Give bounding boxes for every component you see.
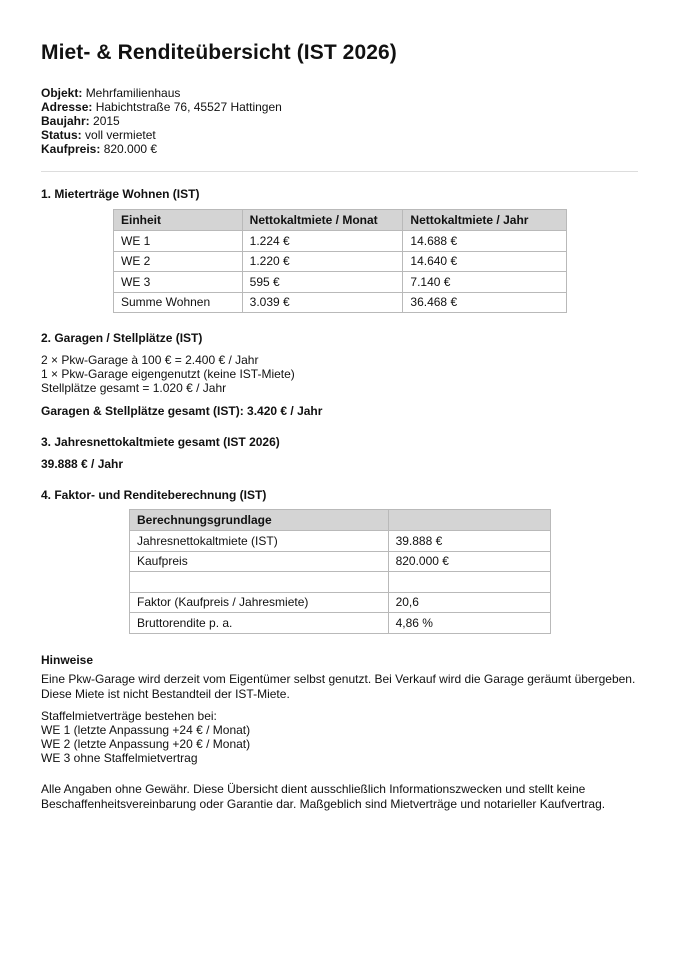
cell-unit: WE 1 (114, 231, 243, 252)
table-row (130, 551, 551, 572)
garage-total: Garagen & Stellplätze gesamt (IST): 3.420 € / Jahr (41, 404, 323, 418)
cell-label: Kaufpreis (130, 551, 389, 572)
section1-heading: 1. Mieterträge Wohnen (IST) (41, 187, 200, 201)
column-header: Einheit (114, 210, 243, 231)
column-header: Nettokaltmiete / Monat (242, 210, 403, 231)
staffel-line: WE 2 (letzte Anpassung +20 € / Monat) (41, 737, 251, 751)
meta-value: 820.000 € (103, 142, 158, 156)
cell-value: 39.888 € (388, 531, 550, 552)
meta-value: Mehrfamilienhaus (85, 86, 181, 100)
table-row (130, 592, 551, 613)
meta-year-built (41, 114, 282, 128)
column-header (388, 510, 550, 531)
garage-line: 2 × Pkw-Garage à 100 € = 2.400 € / Jahr (41, 353, 259, 367)
meta-object (41, 86, 282, 100)
meta-label: Kaufpreis: (41, 142, 101, 156)
staffel-line: WE 1 (letzte Anpassung +24 € / Monat) (41, 723, 251, 737)
table-row (114, 231, 567, 252)
cell-label: Jahresnettokaltmiete (IST) (130, 531, 389, 552)
meta-value: Habichtstraße 76, 45527 Hattingen (95, 100, 282, 114)
table-header-row (130, 510, 551, 531)
table-row-total (114, 292, 567, 313)
meta-label: Adresse: (41, 100, 93, 114)
cell-value (388, 572, 550, 593)
cell-value: 20,6 (388, 592, 550, 613)
yield-calculation-table (129, 509, 551, 634)
meta-status (41, 128, 282, 142)
page-title: Miet- & Renditeübersicht (IST 2026) (41, 41, 397, 64)
divider (41, 171, 638, 172)
column-header: Nettokaltmiete / Jahr (403, 210, 567, 231)
section4-heading: 4. Faktor- und Renditeberechnung (IST) (41, 488, 267, 502)
notes-heading: Hinweise (41, 653, 94, 667)
staffel-line: WE 3 ohne Staffelmietvertrag (41, 751, 198, 765)
table-row (130, 531, 551, 552)
cell-monthly: 3.039 € (242, 292, 403, 313)
meta-value: 2015 (93, 114, 120, 128)
meta-value: voll vermietet (85, 128, 156, 142)
table-row (130, 613, 551, 634)
meta-label: Status: (41, 128, 82, 142)
table-row-empty (130, 572, 551, 593)
garage-lines (41, 353, 295, 395)
cell-unit: WE 2 (114, 251, 243, 272)
annual-rent-total: 39.888 € / Jahr (41, 457, 124, 471)
cell-unit: WE 3 (114, 272, 243, 293)
meta-label: Baujahr: (41, 114, 90, 128)
disclaimer-paragraph: Alle Angaben ohne Gewähr. Diese Übersicht dient ausschließlich Informationszwecken und stellt keine Beschaffenheitsvereinbarung oder Garantie dar. Maßgeblich sind Mietverträge und notarieller Kaufvertrag. (41, 782, 606, 811)
meta-address (41, 100, 282, 114)
cell-yearly: 36.468 € (403, 292, 567, 313)
meta-purchase-price (41, 142, 282, 156)
cell-yearly: 14.688 € (403, 231, 567, 252)
notes-staffel-lines (41, 709, 250, 765)
column-header: Berechnungsgrundlage (130, 510, 389, 531)
cell-value: 820.000 € (388, 551, 550, 572)
cell-value: 4,86 % (388, 613, 550, 634)
cell-yearly: 7.140 € (403, 272, 567, 293)
property-meta (41, 86, 282, 156)
cell-monthly: 595 € (242, 272, 403, 293)
cell-unit: Summe Wohnen (114, 292, 243, 313)
table-row (114, 272, 567, 293)
table-header-row (114, 210, 567, 231)
cell-monthly: 1.224 € (242, 231, 403, 252)
section3-heading: 3. Jahresnettokaltmiete gesamt (IST 2026) (41, 435, 280, 449)
residential-rent-table (113, 209, 567, 313)
cell-label: Bruttorendite p. a. (130, 613, 389, 634)
garage-line: Stellplätze gesamt = 1.020 € / Jahr (41, 381, 227, 395)
notes-garage-paragraph: Eine Pkw-Garage wird derzeit vom Eigentümer selbst genutzt. Bei Verkauf wird die Garage geräumt übergeben. Diese Miete ist nicht Bestandteil der IST-Miete. (41, 672, 636, 701)
staffel-line: Staffelmietverträge bestehen bei: (41, 709, 217, 723)
cell-label: Faktor (Kaufpreis / Jahresmiete) (130, 592, 389, 613)
meta-label: Objekt: (41, 86, 83, 100)
table-row (114, 251, 567, 272)
cell-yearly: 14.640 € (403, 251, 567, 272)
section2-heading: 2. Garagen / Stellplätze (IST) (41, 331, 203, 345)
cell-label (130, 572, 389, 593)
cell-monthly: 1.220 € (242, 251, 403, 272)
garage-line: 1 × Pkw-Garage eigengenutzt (keine IST-Miete) (41, 367, 295, 381)
